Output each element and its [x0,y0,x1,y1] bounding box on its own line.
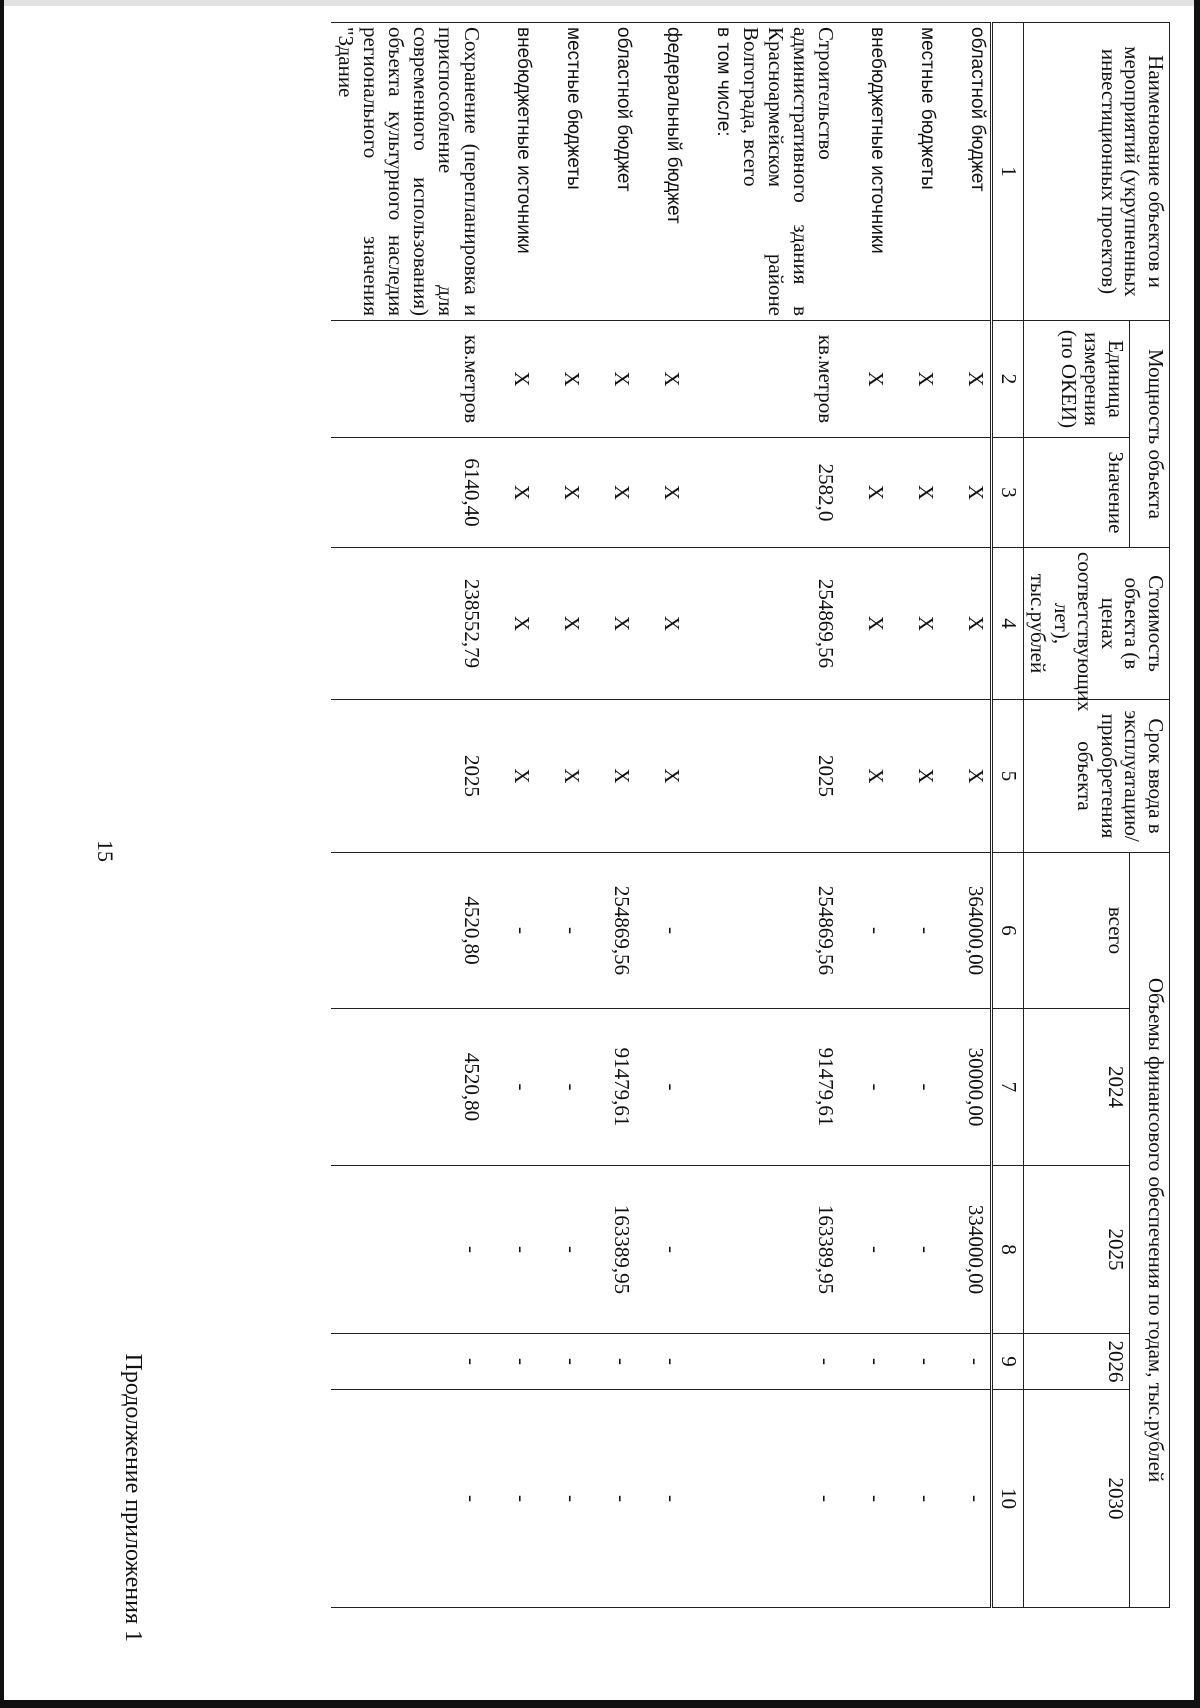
continuation-label: Продолжение приложения 1 [120,1353,146,1642]
cell-cost [686,548,736,700]
cell-term: X [536,700,586,853]
cell-2025: - [890,1166,940,1334]
cell-2030 [686,1390,736,1608]
cell-unit: X [940,321,992,438]
cell-2030: - [636,1390,686,1608]
column-number: 10 [992,1390,1024,1608]
cell-name: местные бюджеты [890,23,940,321]
cell-2024: - [636,1009,686,1166]
cell-2024: - [486,1009,536,1166]
header-2025: 2025 [1023,1166,1129,1334]
cell-total: 254869,56 [736,853,841,1009]
cell-2030: - [736,1390,841,1608]
table-row [636,23,686,1608]
cell-unit: X [890,321,940,438]
cell-value: X [890,438,940,548]
cell-2030: - [331,1390,486,1608]
cell-cost: X [636,548,686,700]
cell-value: 6140,40 [331,438,486,548]
cell-name: Сохранение (перепланировка и приспособление для современного использования) объекта культурного наследия регионального значения "Здание [331,23,486,321]
cell-2025: 163389,95 [586,1166,636,1334]
cell-2030: - [890,1390,940,1608]
cell-total: - [840,853,890,1009]
cell-unit [686,321,736,438]
cell-total: 364000,00 [940,853,992,1009]
cell-unit: кв.метров [736,321,841,438]
cell-2030: - [840,1390,890,1608]
table-row [736,23,841,1608]
header-funding: Объемы финансового обеспечения по годам, тыс.рублей [1129,853,1169,1608]
cell-cost: X [586,548,636,700]
cell-total: - [486,853,536,1009]
column-number: 5 [992,700,1024,853]
cell-2030: - [486,1390,536,1608]
cell-2024 [686,1009,736,1166]
cell-value [686,438,736,548]
cell-2024: 30000,00 [940,1009,992,1166]
cell-term: X [486,700,536,853]
header-unit: Единица измерения (по ОКЕИ) [1023,321,1129,438]
cell-2025: - [331,1166,486,1334]
cell-2030: - [536,1390,586,1608]
table-row [940,23,992,1608]
cell-value: X [586,438,636,548]
column-number: 4 [992,548,1024,700]
cell-total: - [636,853,686,1009]
cell-name: местные бюджеты [536,23,586,321]
cell-2025: 163389,95 [736,1166,841,1334]
cell-unit: X [486,321,536,438]
cell-total: - [890,853,940,1009]
cell-2024: - [840,1009,890,1166]
table-row [331,23,486,1608]
cell-name: в том числе: [686,23,736,321]
cell-unit: X [586,321,636,438]
cell-2026: - [840,1334,890,1390]
cell-term: 2025 [331,700,486,853]
cell-2026 [686,1334,736,1390]
cell-2026: - [890,1334,940,1390]
cell-unit: X [840,321,890,438]
cell-value: X [536,438,586,548]
header-total: всего [1023,853,1129,1009]
cell-term [686,700,736,853]
cell-cost: X [486,548,536,700]
cell-name: внебюджетные источники [840,23,890,321]
cell-name: Строительство административного здания в Красноармейском районе Волгограда, всего [736,23,841,321]
cell-value: X [636,438,686,548]
cell-2024: 91479,61 [736,1009,841,1166]
cell-total: 4520,80 [331,853,486,1009]
cell-2024: - [536,1009,586,1166]
cell-2026: - [940,1334,992,1390]
cell-2025: - [486,1166,536,1334]
header-term: Срок ввода в эксплуатацию/ приобретения объекта [1023,700,1169,853]
table-row [686,23,736,1608]
cell-2026: - [331,1334,486,1390]
cell-cost: X [890,548,940,700]
cell-2030: - [586,1390,636,1608]
cell-cost: X [536,548,586,700]
header-2024: 2024 [1023,1009,1129,1166]
cell-name: областной бюджет [940,23,992,321]
cell-term: X [586,700,636,853]
cell-2025: - [840,1166,890,1334]
cell-value: X [940,438,992,548]
column-number: 2 [992,321,1024,438]
cell-value: 2582,0 [736,438,841,548]
table-row [840,23,890,1608]
cell-term: X [840,700,890,853]
cell-total [686,853,736,1009]
column-number: 7 [992,1009,1024,1166]
cell-2026: - [736,1334,841,1390]
header-2030: 2030 [1023,1390,1129,1608]
column-number: 8 [992,1166,1024,1334]
cell-2025: - [536,1166,586,1334]
cell-unit: X [536,321,586,438]
cell-2025: - [636,1166,686,1334]
cell-name: внебюджетные источники [486,23,536,321]
cell-2026: - [536,1334,586,1390]
cell-total: - [536,853,586,1009]
cell-term: 2025 [736,700,841,853]
cell-2026: - [586,1334,636,1390]
cell-term: X [890,700,940,853]
cell-2025 [686,1166,736,1334]
funding-table [331,22,1170,1608]
header-2026: 2026 [1023,1334,1129,1390]
cell-value: X [486,438,536,548]
cell-2030: - [940,1390,992,1608]
header-capacity: Мощность объекта [1129,321,1169,548]
header-value: Значение [1023,438,1129,548]
page-number: 15 [93,840,118,862]
cell-unit: кв.метров [331,321,486,438]
cell-2024: 4520,80 [331,1009,486,1166]
cell-total: 254869,56 [586,853,636,1009]
cell-unit: X [636,321,686,438]
column-number: 6 [992,853,1024,1009]
cell-term: X [940,700,992,853]
cell-name: федеральный бюджет [636,23,686,321]
cell-2025: 334000,00 [940,1166,992,1334]
column-number: 1 [992,23,1024,321]
cell-cost: 238552,79 [331,548,486,700]
cell-2026: - [636,1334,686,1390]
table-row [586,23,636,1608]
cell-term: X [636,700,686,853]
cell-2024: - [890,1009,940,1166]
cell-cost: X [940,548,992,700]
cell-2026: - [486,1334,536,1390]
header-name: Наименование объектов и мероприятий (укрупненных инвестиционных проектов) [1023,23,1169,321]
cell-name: областной бюджет [586,23,636,321]
column-number: 9 [992,1334,1024,1390]
column-number: 3 [992,438,1024,548]
table-row [890,23,940,1608]
header-cost: Стоимость объекта (в ценах соответствующих лет), тыс.рублей [1023,548,1169,700]
table-row [486,23,536,1608]
table-row [536,23,586,1608]
cell-cost: 254869,56 [736,548,841,700]
cell-value: X [840,438,890,548]
cell-2024: 91479,61 [586,1009,636,1166]
cell-cost: X [840,548,890,700]
